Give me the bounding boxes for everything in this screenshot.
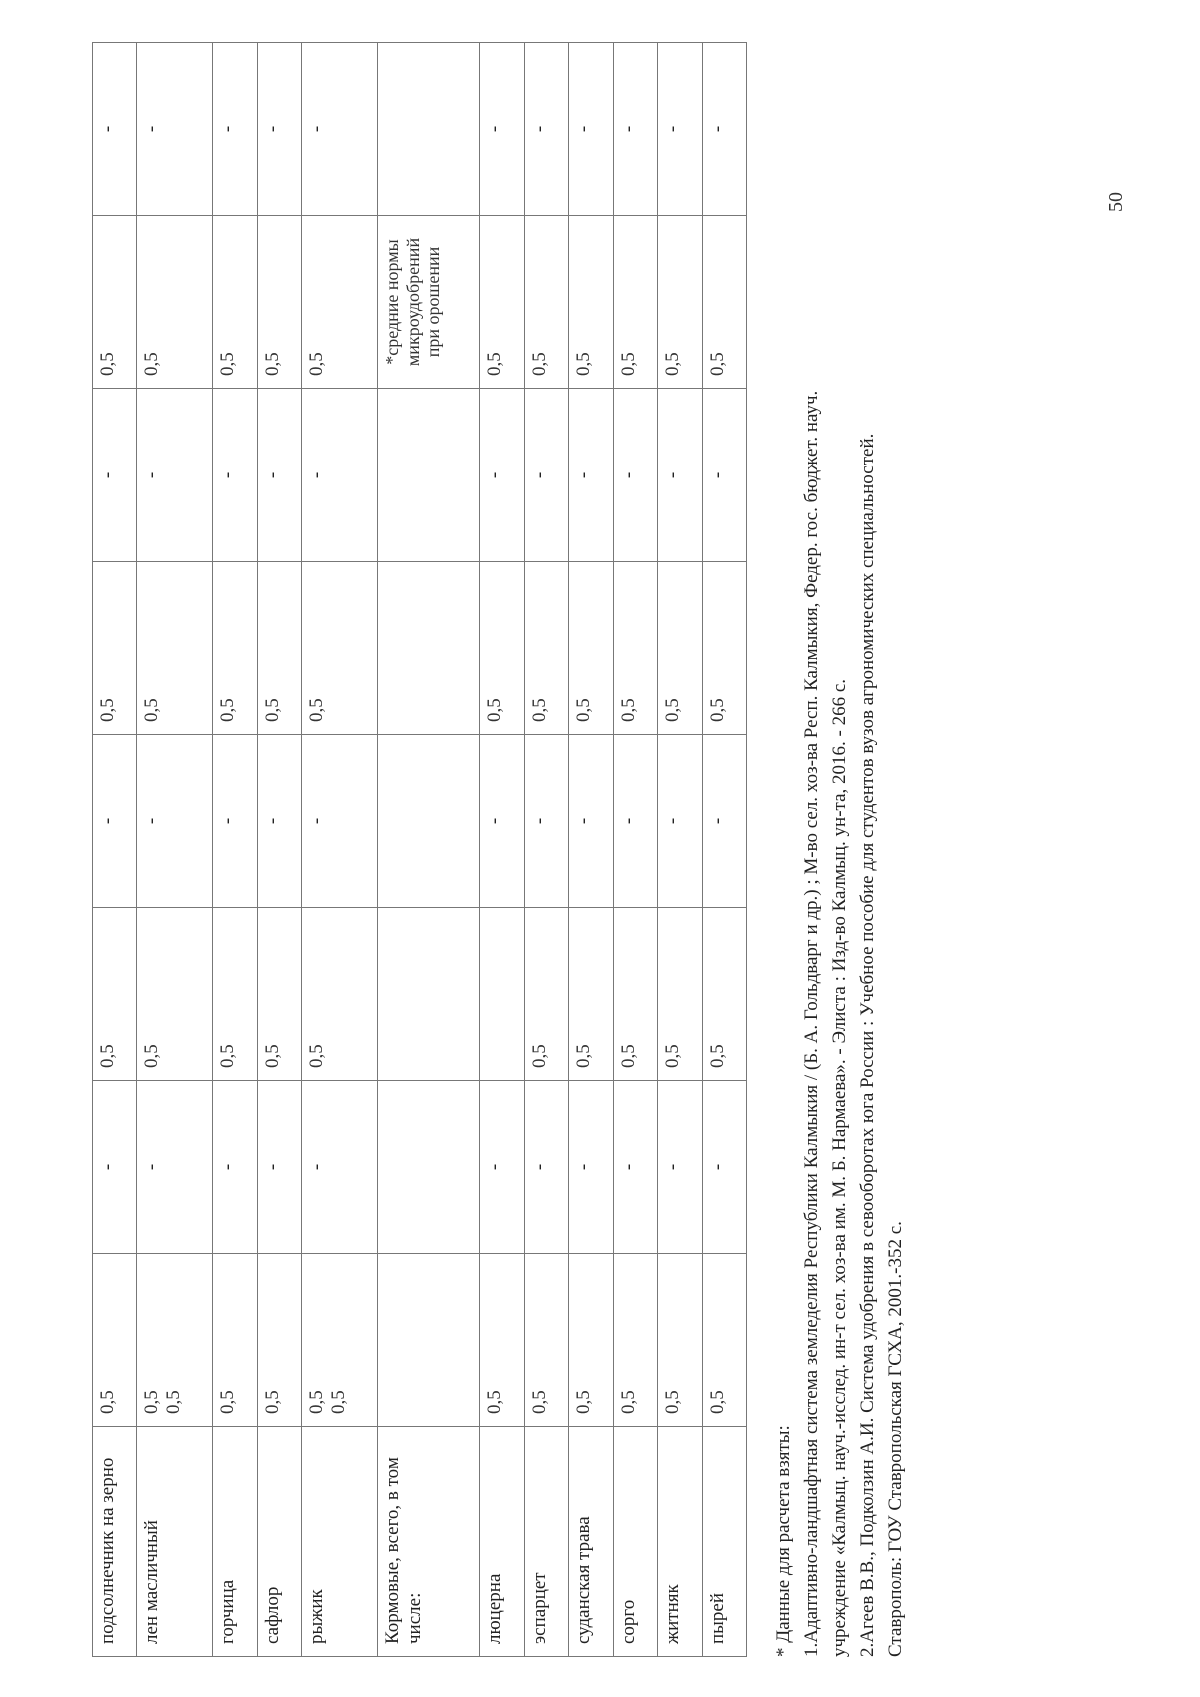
cell-text: 0,5 (306, 352, 328, 376)
cell-text: 0,5 (97, 698, 118, 722)
value-cell-c1 (658, 1254, 702, 1427)
value-cell-c6 (137, 389, 213, 562)
cell-text: - (573, 1163, 595, 1171)
value-cell-c7 (613, 216, 657, 389)
page-number: 50 (1105, 192, 1127, 212)
value-cell-c8 (137, 43, 213, 216)
value-cell-c1 (524, 1254, 568, 1427)
crop-name-cell: сафлор (257, 1427, 301, 1657)
value-cell-c3 (302, 908, 378, 1081)
crop-name-cell: пырей (702, 1427, 746, 1657)
cell-text: - (573, 125, 595, 133)
cell-text: - (617, 817, 639, 825)
value-cell-c7 (93, 216, 137, 389)
table-row (93, 43, 137, 1657)
table-row (378, 43, 480, 1657)
value-cell-c5 (93, 562, 137, 735)
crop-name-cell: суданская трава (569, 1427, 613, 1657)
value-cell-c3 (213, 908, 257, 1081)
cell-text: 0,5 (261, 352, 283, 376)
value-cell-c2 (569, 1081, 613, 1254)
value-cell-c7 (378, 216, 480, 389)
cell-text: 0,5 (706, 698, 728, 722)
cell-text: 0,5 (662, 1390, 684, 1414)
cell-text: 0,5 (662, 1044, 684, 1068)
value-cell-c8 (93, 43, 137, 216)
value-cell-c5 (613, 562, 657, 735)
value-cell-c8 (569, 43, 613, 216)
value-cell-c8 (378, 43, 480, 216)
value-cell-c5 (569, 562, 613, 735)
value-cell-c2 (257, 1081, 301, 1254)
value-cell-c2 (613, 1081, 657, 1254)
cell-text: 0,5 (528, 698, 550, 722)
value-cell-c6 (658, 389, 702, 562)
table-row (569, 43, 613, 1657)
footnote-line-4: Ставрополь: ГОУ Ставропольская ГСХА, 2001.-352 с. (885, 1221, 906, 1657)
value-cell-c6 (302, 389, 378, 562)
value-cell-c7 (702, 216, 746, 389)
value-cell-c5 (378, 562, 480, 735)
cell-text: 0,5 (528, 352, 550, 376)
cell-text: - (261, 125, 283, 133)
cell-text: - (706, 1163, 728, 1171)
cell-text: - (141, 817, 163, 825)
cell-text: - (261, 1163, 283, 1171)
value-cell-c3 (93, 908, 137, 1081)
cell-text: - (617, 471, 639, 479)
cell-text: 0,5 (141, 352, 163, 376)
value-cell-c5 (658, 562, 702, 735)
cell-text: 0,5 (261, 1044, 283, 1068)
value-cell-c7 (213, 216, 257, 389)
value-cell-c5 (702, 562, 746, 735)
cell-text: 0,5 (528, 1390, 550, 1414)
cell-text: - (97, 125, 118, 133)
value-cell-c2 (93, 1081, 137, 1254)
value-cell-c1 (302, 1254, 378, 1427)
cell-text: - (484, 1163, 506, 1171)
value-cell-c1 (613, 1254, 657, 1427)
cell-text: - (306, 125, 328, 133)
crop-name-cell: эспарцет (524, 1427, 568, 1657)
cell-text: - (261, 471, 283, 479)
cell-text: - (217, 817, 239, 825)
cell-text: - (141, 125, 163, 133)
crop-name-cell: житняк (658, 1427, 702, 1657)
value-cell-c8 (213, 43, 257, 216)
value-cell-c3 (658, 908, 702, 1081)
cell-text: 0,5 (306, 698, 328, 722)
value-cell-c6 (569, 389, 613, 562)
value-cell-c4 (213, 735, 257, 908)
value-cell-c5 (524, 562, 568, 735)
value-cell-c4 (480, 735, 524, 908)
cell-text: - (217, 1163, 239, 1171)
cell-text: - (306, 1163, 328, 1171)
cell-text: 0,5 (261, 698, 283, 722)
cell-text: 0,5 (97, 1044, 118, 1068)
value-cell-c6 (378, 389, 480, 562)
value-cell-c8 (658, 43, 702, 216)
value-cell-c3 (613, 908, 657, 1081)
cell-text: - (573, 817, 595, 825)
value-cell-c8 (257, 43, 301, 216)
value-cell-c8 (302, 43, 378, 216)
value-cell-c7 (257, 216, 301, 389)
cell-text: 0,5 (261, 1390, 283, 1414)
value-cell-c3 (137, 908, 213, 1081)
cell-text: 0,5 (706, 1044, 728, 1068)
cell-text: - (706, 817, 728, 825)
value-cell-c1 (480, 1254, 524, 1427)
cell-text: - (484, 471, 506, 479)
value-cell-c4 (302, 735, 378, 908)
cell-text: *средние нормы микроудобрений при орошении (382, 237, 444, 367)
value-cell-c6 (93, 389, 137, 562)
cell-text: - (141, 471, 163, 479)
value-cell-c4 (658, 735, 702, 908)
cell-text: - (484, 817, 506, 825)
footnote-line-1: 1.Адаптивно-ландшафтная система земледелия Республики Калмыкия / (Б. А. Гольдварг и др.) ; М-во сел. хоз-ва Респ. Калмыкия, Федер. гос. бюджет. науч. (801, 390, 822, 1657)
value-cell-c7 (569, 216, 613, 389)
cell-text: - (706, 471, 728, 479)
footnote (770, 97, 910, 1657)
value-cell-c6 (524, 389, 568, 562)
value-cell-c7 (302, 216, 378, 389)
cell-text: - (573, 471, 595, 479)
value-cell-c4 (702, 735, 746, 908)
crop-name-cell: лен масличный (137, 1427, 213, 1657)
table-row (702, 43, 746, 1657)
cell-text: - (662, 1163, 684, 1171)
value-cell-c5 (302, 562, 378, 735)
value-cell-c4 (378, 735, 480, 908)
value-cell-c3 (480, 908, 524, 1081)
cell-text: - (528, 1163, 550, 1171)
value-cell-c2 (658, 1081, 702, 1254)
cell-text: 0,5 (573, 1044, 595, 1068)
table-row (613, 43, 657, 1657)
cell-text: - (484, 125, 506, 133)
value-cell-c2 (524, 1081, 568, 1254)
value-cell-c2 (137, 1081, 213, 1254)
cell-text: - (706, 125, 728, 133)
table-row (137, 43, 213, 1657)
crop-name-cell: горчица (213, 1427, 257, 1657)
fertilizer-table (92, 42, 747, 1657)
cell-text: - (261, 817, 283, 825)
cell-text: 0,5 (217, 352, 239, 376)
cell-text: 0,5 (217, 698, 239, 722)
table-row (213, 43, 257, 1657)
value-cell-c2 (302, 1081, 378, 1254)
crop-name-cell: рыжик (302, 1427, 378, 1657)
crop-name-cell: сорго (613, 1427, 657, 1657)
cell-text: - (662, 125, 684, 133)
cell-text: - (217, 125, 239, 133)
footnote-line-3: 2.Агеев В.В., Подколзин А.И. Система удобрения в севооборотах юга России : Учебное пособие для студентов вузов агрономических специальностей. (857, 433, 878, 1657)
value-cell-c4 (137, 735, 213, 908)
value-cell-c1 (93, 1254, 137, 1427)
cell-text: 0,5 0,5 (141, 1390, 185, 1414)
crop-name-cell: подсолнечник на зерно (93, 1427, 137, 1657)
value-cell-c6 (213, 389, 257, 562)
value-cell-c6 (613, 389, 657, 562)
cell-text: - (306, 471, 328, 479)
cell-text: 0,5 (573, 1390, 595, 1414)
value-cell-c4 (93, 735, 137, 908)
value-cell-c5 (257, 562, 301, 735)
value-cell-c8 (480, 43, 524, 216)
value-cell-c8 (524, 43, 568, 216)
crop-name-cell: люцерна (480, 1427, 524, 1657)
cell-text: - (617, 125, 639, 133)
cell-text: 0,5 (484, 1390, 506, 1414)
value-cell-c4 (613, 735, 657, 908)
value-cell-c4 (524, 735, 568, 908)
value-cell-c2 (702, 1081, 746, 1254)
value-cell-c8 (702, 43, 746, 216)
value-cell-c2 (213, 1081, 257, 1254)
cell-text: 0,5 (662, 352, 684, 376)
cell-text: - (97, 471, 118, 479)
cell-text: - (662, 817, 684, 825)
table-row (524, 43, 568, 1657)
value-cell-c6 (702, 389, 746, 562)
value-cell-c4 (257, 735, 301, 908)
table-row (302, 43, 378, 1657)
value-cell-c8 (613, 43, 657, 216)
value-cell-c1 (257, 1254, 301, 1427)
value-cell-c7 (524, 216, 568, 389)
value-cell-c6 (480, 389, 524, 562)
cell-text: 0,5 (217, 1390, 239, 1414)
value-cell-c5 (137, 562, 213, 735)
cell-text: - (141, 1163, 163, 1171)
crop-name-cell: Кормовые, всего, в том числе: (378, 1427, 480, 1657)
value-cell-c1 (702, 1254, 746, 1427)
cell-text: 0,5 (573, 698, 595, 722)
footnote-intro: * Данные для расчета взяты: (773, 1425, 794, 1657)
cell-text: 0,5 (484, 352, 506, 376)
cell-text: - (528, 471, 550, 479)
cell-text: 0,5 (662, 698, 684, 722)
cell-text: 0,5 (141, 698, 163, 722)
value-cell-c3 (569, 908, 613, 1081)
value-cell-c1 (137, 1254, 213, 1427)
value-cell-c7 (658, 216, 702, 389)
cell-text: - (662, 471, 684, 479)
cell-text: 0,5 (217, 1044, 239, 1068)
cell-text: 0,5 (617, 1044, 639, 1068)
cell-text: 0,5 (706, 1390, 728, 1414)
value-cell-c1 (569, 1254, 613, 1427)
cell-text: - (617, 1163, 639, 1171)
cell-text: 0,5 (484, 698, 506, 722)
value-cell-c1 (213, 1254, 257, 1427)
cell-text: 0,5 (573, 352, 595, 376)
cell-text: 0,5 (617, 352, 639, 376)
value-cell-c3 (524, 908, 568, 1081)
value-cell-c5 (480, 562, 524, 735)
value-cell-c4 (569, 735, 613, 908)
value-cell-c1 (378, 1254, 480, 1427)
cell-text: 0,5 (617, 1390, 639, 1414)
value-cell-c5 (213, 562, 257, 735)
value-cell-c3 (257, 908, 301, 1081)
cell-text: 0,5 (617, 698, 639, 722)
cell-text: - (528, 125, 550, 133)
table-row (480, 43, 524, 1657)
footnote-line-2: учреждение «Калмыц. науч.-исслед. ин-т сел. хоз-ва им. М. Б. Нармаева». - Элиста : Изд-во Калмыц. ун-та, 2016. - 266 с. (829, 678, 850, 1657)
table-row (658, 43, 702, 1657)
cell-text: - (97, 1163, 118, 1171)
value-cell-c7 (137, 216, 213, 389)
value-cell-c2 (378, 1081, 480, 1254)
cell-text: - (306, 817, 328, 825)
cell-text: 0,5 (528, 1044, 550, 1068)
value-cell-c3 (378, 908, 480, 1081)
cell-text: 0,5 (141, 1044, 163, 1068)
value-cell-c3 (702, 908, 746, 1081)
cell-text: 0,5 (97, 352, 118, 376)
cell-text: 0,5 (706, 352, 728, 376)
cell-text: 0,5 (97, 1390, 118, 1414)
value-cell-c7 (480, 216, 524, 389)
value-cell-c2 (480, 1081, 524, 1254)
table-row (257, 43, 301, 1657)
cell-text: 0,5 (306, 1044, 328, 1068)
value-cell-c6 (257, 389, 301, 562)
cell-text: - (528, 817, 550, 825)
cell-text: 0,5 0,5 (306, 1390, 349, 1414)
cell-text: - (217, 471, 239, 479)
cell-text: - (97, 817, 118, 825)
